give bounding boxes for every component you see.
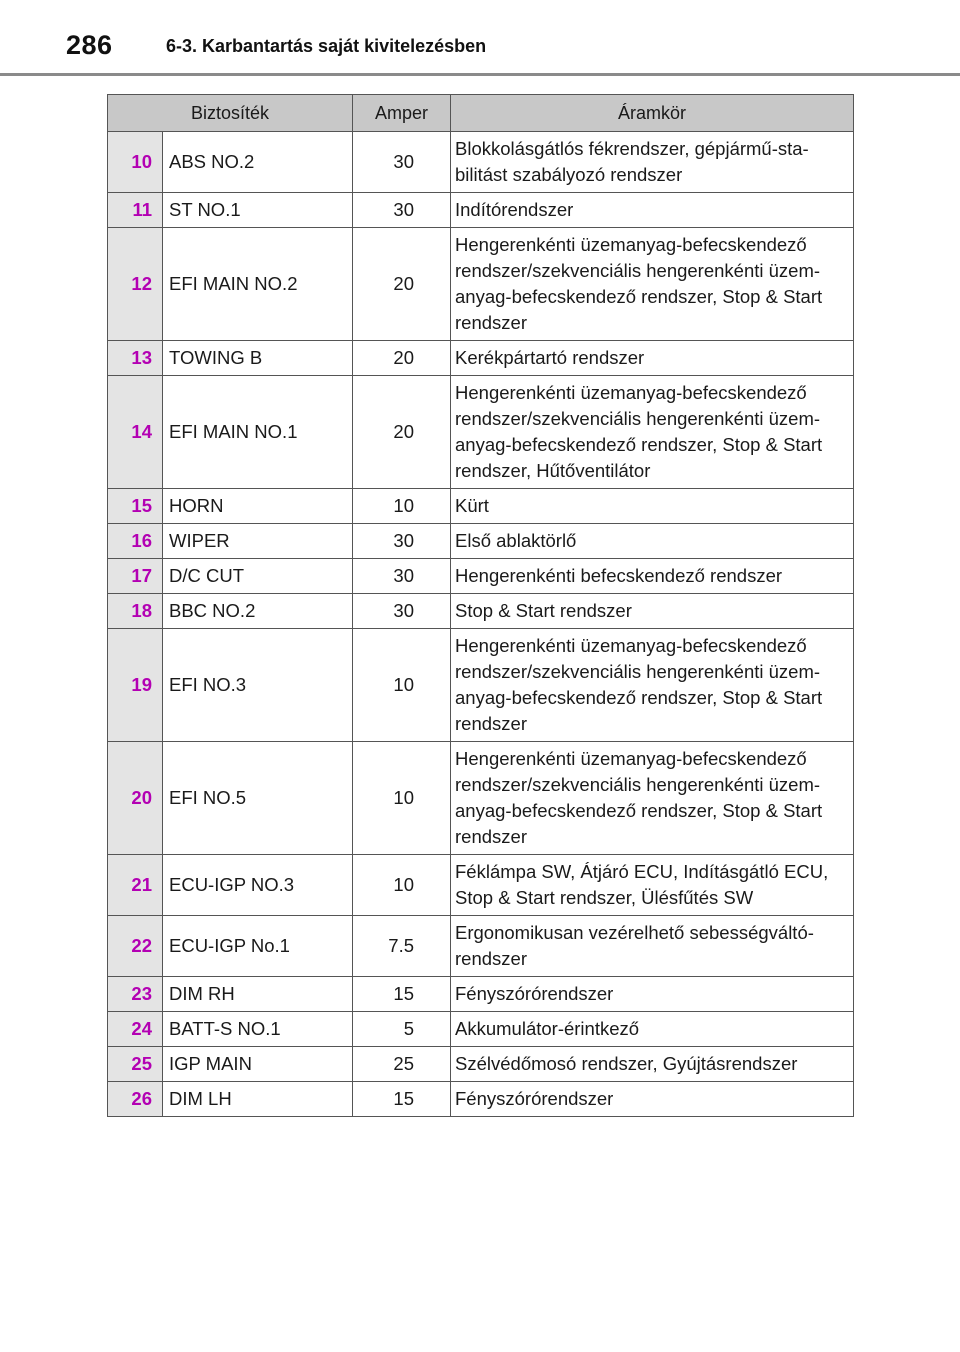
table-header-row (108, 95, 854, 132)
table-row (108, 916, 854, 977)
fuse-number: 25 (108, 1047, 163, 1082)
fuse-amper: 10 (353, 489, 451, 524)
fuse-name: ECU-IGP NO.3 (163, 855, 353, 916)
fuse-amper: 10 (353, 629, 451, 742)
fuse-number: 24 (108, 1012, 163, 1047)
fuse-name: IGP MAIN (163, 1047, 353, 1082)
table-row (108, 629, 854, 742)
fuse-amper: 30 (353, 559, 451, 594)
fuse-number: 19 (108, 629, 163, 742)
fuse-number: 14 (108, 376, 163, 489)
fuse-amper: 20 (353, 228, 451, 341)
fuse-circuit: Szélvédőmosó rendszer, Gyújtásrendszer (451, 1047, 854, 1082)
page-header (0, 0, 960, 80)
column-header-amper: Amper (353, 95, 451, 132)
fuse-circuit: Ergonomikusan vezérelhető sebességváltó-rendszer (451, 916, 854, 977)
table-row (108, 132, 854, 193)
fuse-number: 15 (108, 489, 163, 524)
fuse-number: 17 (108, 559, 163, 594)
fuse-circuit: Akkumulátor-érintkező (451, 1012, 854, 1047)
header-divider (0, 73, 960, 76)
fuse-name: ST NO.1 (163, 193, 353, 228)
fuse-number: 20 (108, 742, 163, 855)
fuse-circuit: Hengerenkénti befecskendező rendszer (451, 559, 854, 594)
column-header-circuit: Áramkör (451, 95, 854, 132)
fuse-name: WIPER (163, 524, 353, 559)
fuse-name: TOWING B (163, 341, 353, 376)
fuse-name: EFI MAIN NO.2 (163, 228, 353, 341)
fuse-amper: 30 (353, 132, 451, 193)
table-row (108, 489, 854, 524)
table-row (108, 341, 854, 376)
fuse-circuit: Kürt (451, 489, 854, 524)
fuse-amper: 20 (353, 341, 451, 376)
fuse-name: DIM RH (163, 977, 353, 1012)
table-row (108, 1082, 854, 1117)
fuse-number: 26 (108, 1082, 163, 1117)
fuse-number: 23 (108, 977, 163, 1012)
fuse-circuit: Indítórendszer (451, 193, 854, 228)
fuse-circuit: Féklámpa SW, Átjáró ECU, Indításgátló ECU, Stop & Start rendszer, Ülésfűtés SW (451, 855, 854, 916)
fuse-circuit: Fényszórórendszer (451, 977, 854, 1012)
fuse-circuit: Blokkolásgátlós fékrendszer, gépjármű-sta-bilitást szabályozó rendszer (451, 132, 854, 193)
table-row (108, 524, 854, 559)
fuse-name: D/C CUT (163, 559, 353, 594)
fuse-amper: 5 (353, 1012, 451, 1047)
column-header-fuse: Biztosíték (108, 95, 353, 132)
table-row (108, 1047, 854, 1082)
fuse-amper: 30 (353, 594, 451, 629)
fuse-amper: 25 (353, 1047, 451, 1082)
fuse-amper: 10 (353, 742, 451, 855)
fuse-circuit: Első ablaktörlő (451, 524, 854, 559)
fuse-name: HORN (163, 489, 353, 524)
fuse-amper: 30 (353, 524, 451, 559)
fuse-name: DIM LH (163, 1082, 353, 1117)
fuse-amper: 15 (353, 1082, 451, 1117)
fuse-name: EFI NO.5 (163, 742, 353, 855)
fuse-name: BATT-S NO.1 (163, 1012, 353, 1047)
fuse-name: ECU-IGP No.1 (163, 916, 353, 977)
fuse-circuit: Hengerenkénti üzemanyag-befecskendező rendszer/szekvenciális hengerenkénti üzem-anyag-befecskendező rendszer, Stop & Start rendszer (451, 228, 854, 341)
fuse-name: EFI NO.3 (163, 629, 353, 742)
table-row (108, 742, 854, 855)
fuse-amper: 20 (353, 376, 451, 489)
table-row (108, 228, 854, 341)
fuse-amper: 7.5 (353, 916, 451, 977)
fuse-circuit: Hengerenkénti üzemanyag-befecskendező rendszer/szekvenciális hengerenkénti üzem-anyag-befecskendező rendszer, Stop & Start rendszer (451, 629, 854, 742)
table-row (108, 559, 854, 594)
fuse-number: 21 (108, 855, 163, 916)
fuse-number: 16 (108, 524, 163, 559)
fuse-table (107, 94, 854, 1117)
table-row (108, 376, 854, 489)
fuse-name: BBC NO.2 (163, 594, 353, 629)
fuse-amper: 15 (353, 977, 451, 1012)
fuse-circuit: Hengerenkénti üzemanyag-befecskendező rendszer/szekvenciális hengerenkénti üzem-anyag-befecskendező rendszer, Stop & Start rendszer, Hűtőventilátor (451, 376, 854, 489)
fuse-number: 11 (108, 193, 163, 228)
section-title: 6-3. Karbantartás saját kivitelezésben (166, 36, 487, 56)
fuse-circuit: Kerékpártartó rendszer (451, 341, 854, 376)
fuse-number: 12 (108, 228, 163, 341)
table-row (108, 855, 854, 916)
fuse-amper: 10 (353, 855, 451, 916)
fuse-circuit: Hengerenkénti üzemanyag-befecskendező rendszer/szekvenciális hengerenkénti üzem-anyag-befecskendező rendszer, Stop & Start rendszer (451, 742, 854, 855)
table-row (108, 1012, 854, 1047)
table-row (108, 193, 854, 228)
page-number: 286 (66, 30, 113, 60)
table-row (108, 594, 854, 629)
fuse-circuit: Stop & Start rendszer (451, 594, 854, 629)
fuse-name: ABS NO.2 (163, 132, 353, 193)
fuse-amper: 30 (353, 193, 451, 228)
table-body (108, 132, 854, 1117)
fuse-number: 22 (108, 916, 163, 977)
fuse-number: 13 (108, 341, 163, 376)
fuse-name: EFI MAIN NO.1 (163, 376, 353, 489)
fuse-number: 10 (108, 132, 163, 193)
fuse-number: 18 (108, 594, 163, 629)
table-row (108, 977, 854, 1012)
fuse-circuit: Fényszórórendszer (451, 1082, 854, 1117)
